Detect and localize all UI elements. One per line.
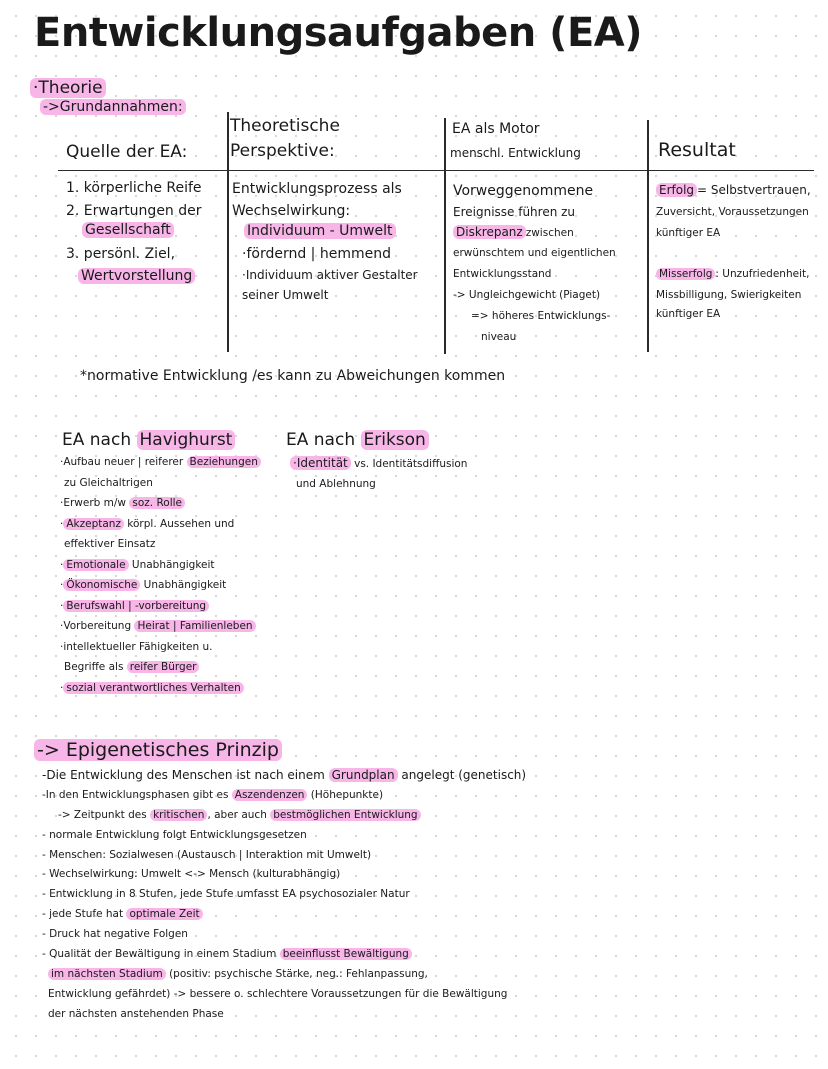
havighurst-item: ·intellektueller Fähigkeiten u.: [60, 641, 213, 653]
erikson-line: ·Identität vs. Identitätsdiffusion: [290, 456, 467, 470]
havighurst-item: ·Erwerb m/w soz. Rolle: [60, 497, 185, 509]
epi-line: -> Zeitpunkt des kritischen , aber auch bestmöglichen Entwicklung: [58, 809, 421, 821]
epi-line: -Die Entwicklung des Menschen ist nach einem Grundplan angelegt (genetisch): [42, 768, 527, 782]
table-cell: künftiger EA: [656, 308, 721, 320]
table-cell: -> Ungleichgewicht (Piaget): [453, 289, 601, 301]
epi-line: - Wechselwirkung: Umwelt <-> Mensch (kulturabhängig): [42, 868, 341, 880]
table-cell: Erfolg = Selbstvertrauen,: [656, 183, 811, 197]
table-cell: Wertvorstellung: [78, 268, 195, 284]
header-resultat: Resultat: [658, 139, 736, 161]
theorie-heading: ·Theorie: [30, 78, 106, 98]
footnote: *normative Entwicklung /es kann zu Abweichungen kommen: [80, 368, 506, 384]
header-perspektive: Perspektive:: [230, 141, 335, 161]
erikson-heading: EA nach Erikson: [286, 430, 429, 450]
havighurst-item: ·Aufbau neuer | reiferer Beziehungen: [60, 456, 261, 468]
table-cell: Vorweggenommene: [453, 183, 594, 199]
epi-line: - Druck hat negative Folgen: [42, 928, 188, 940]
epi-line: - jede Stufe hat optimale Zeit: [42, 908, 203, 920]
table-cell: Zuversicht, Voraussetzungen: [656, 206, 809, 218]
table-cell: Entwicklungsprozess als: [232, 181, 402, 197]
table-cell: niveau: [481, 331, 517, 343]
table-cell: Missbilligung, Swierigkeiten: [656, 289, 802, 301]
table-cell: erwünschtem und eigentlichen: [453, 247, 616, 259]
table-cell: Ereignisse führen zu: [453, 205, 576, 219]
table-cell: Misserfolg : Unzufriedenheit,: [656, 268, 809, 280]
table-cell: 1. körperliche Reife: [66, 180, 202, 196]
havighurst-item: · Berufswahl | -vorbereitung: [60, 600, 209, 612]
erikson-line: und Ablehnung: [296, 478, 376, 490]
havighurst-item: ·Vorbereitung Heirat | Familienleben: [60, 620, 256, 632]
grundannahmen-heading: ->Grundannahmen:: [40, 99, 186, 115]
table-cell: 2. Erwartungen der: [66, 203, 202, 219]
table-cell: seiner Umwelt: [242, 288, 329, 302]
havighurst-heading: EA nach Havighurst: [62, 430, 235, 450]
table-cell: Entwicklungsstand: [453, 268, 552, 280]
table-cell: => höheres Entwicklungs-: [471, 310, 611, 322]
table-cell: ·fördernd | hemmend: [242, 246, 391, 262]
havighurst-item: effektiver Einsatz: [64, 538, 156, 550]
table-col-divider: [227, 112, 229, 352]
epi-line: - Entwicklung in 8 Stufen, jede Stufe umfasst EA psychosozialer Natur: [42, 888, 410, 900]
header-theoretische: Theoretische: [230, 116, 340, 136]
epigenetisch-heading: -> Epigenetisches Prinzip: [34, 739, 282, 761]
table-cell: künftiger EA: [656, 227, 721, 239]
epi-line: - Menschen: Sozialwesen (Austausch | Interaktion mit Umwelt): [42, 849, 372, 861]
page-title: Entwicklungsaufgaben (EA): [34, 10, 643, 56]
table-cell: Wechselwirkung:: [232, 203, 351, 219]
table-cell: Gesellschaft: [82, 222, 174, 238]
header-entwicklung: menschl. Entwicklung: [450, 146, 581, 160]
havighurst-item: Begriffe als reifer Bürger: [64, 661, 199, 673]
table-cell: ·Individuum aktiver Gestalter: [242, 268, 418, 282]
epi-line: der nächsten anstehenden Phase: [48, 1008, 224, 1020]
header-ea-motor: EA als Motor: [452, 121, 540, 137]
epi-line: -In den Entwicklungsphasen gibt es Aszendenzen (Höhepunkte): [42, 789, 384, 801]
havighurst-item: · Akzeptanz körpl. Aussehen und: [60, 518, 235, 530]
epi-line: - normale Entwicklung folgt Entwicklungsgesetzen: [42, 829, 307, 841]
table-header-rule: [58, 170, 814, 171]
table-cell: 3. persönl. Ziel,: [66, 246, 176, 262]
epi-line: im nächsten Stadium (positiv: psychische Stärke, neg.: Fehlanpassung,: [48, 968, 428, 980]
havighurst-item: zu Gleichaltrigen: [64, 477, 153, 489]
table-col-divider: [647, 120, 649, 352]
epi-line: Entwicklung gefährdet) -> bessere o. schlechtere Voraussetzungen für die Bewältigung: [48, 988, 508, 1000]
table-cell: Individuum - Umwelt: [244, 223, 396, 239]
havighurst-item: · sozial verantwortliches Verhalten: [60, 682, 244, 694]
table-col-divider: [444, 118, 446, 354]
header-quelle: Quelle der EA:: [66, 142, 188, 162]
table-cell: Diskrepanz zwischen: [453, 225, 574, 239]
epi-line: - Qualität der Bewältigung in einem Stadium beeinflusst Bewältigung: [42, 948, 412, 960]
havighurst-item: · Emotionale Unabhängigkeit: [60, 559, 215, 571]
havighurst-item: · Ökonomische Unabhängigkeit: [60, 579, 227, 591]
